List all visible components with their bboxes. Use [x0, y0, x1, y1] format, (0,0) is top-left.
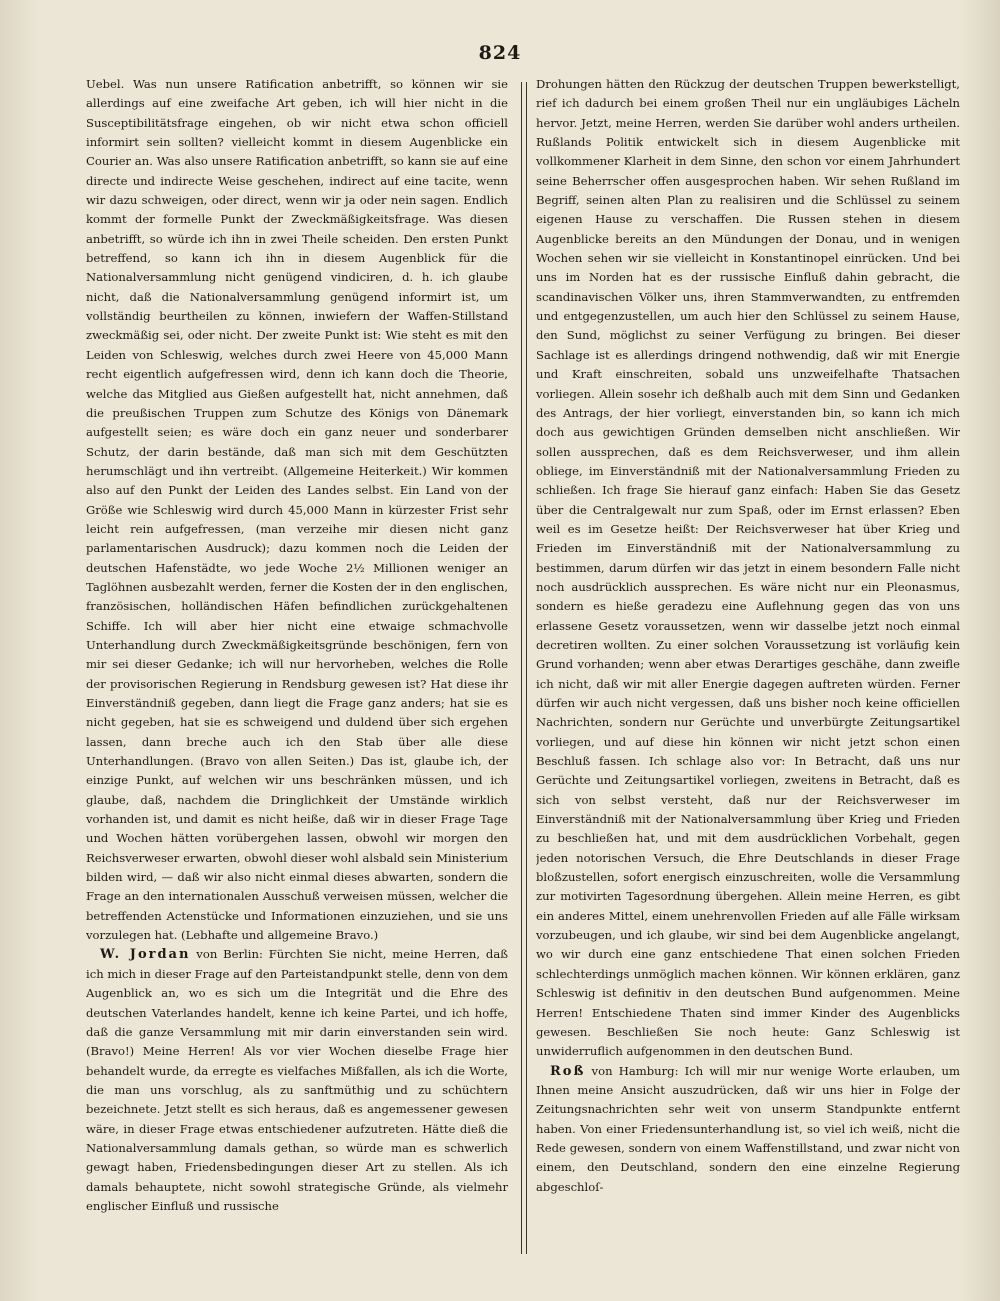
- page-number: 824: [478, 42, 522, 64]
- jordan-speech: von Berlin: Fürchten Sie nicht, meine Herren, daß ich mich in dieser Frage auf den Parteistandpunkt stelle, denn von dem Augenblick an, wo es sich um die Integrität und die Ehre des deutschen Vaterlandes handelt, kenne ich keine Partei, und ich hoffe, daß die ganze Versammlung mit mir darin einverstanden sein wird. (Bravo!) Meine Herren! Als vor vier Wochen dieselbe Frage hier behandelt wurde, da erregte es vielfaches Mißfallen, als ich die Worte, die man uns vorschlug, als zu sanftmüthig und zu schüchtern bezeichnete. Jetzt stellt es sich heraus, daß es angemessener gewesen wäre, in dieser Frage etwas entschiedener aufzutreten. Hätte dieß die Nationalversammlung damals gethan, so würde man es schwerlich gewagt haben, Friedensbedingungen dieser Art zu stellen. Als ich damals behauptete, nicht sowohl strategische Gründe, als vielmehr englischer Einfluß und russische: [86, 947, 508, 1213]
- right-column: [536, 75, 960, 1260]
- ross-speech: von Hamburg: Ich will mir nur wenige Worte erlauben, um Ihnen meine Ansicht auszudrücken, daß wir uns hier in Folge der Zeitungsnachrichten sehr weit von unserm Standpunkte entfernt haben. Von einer Friedensunterhandlung ist, so viel ich weiß, nicht die Rede gewesen, sondern von einem Waffenstillstand, und zwar nicht von einem, den Deutschland, sondern den eine einzelne Regierung abgeschloſ-: [536, 1063, 960, 1194]
- left-column: [86, 75, 508, 1260]
- left-paragraph-1: Uebel. Was nun unsere Ratification anbetrifft, so können wir sie allerdings auf eine zweifache Art geben, ich will hier nicht in die Susceptibilitätsfrage eingehen, ob wir nicht etwa schon officiell informirt sein sollten? vielleicht kommt in diesem Augenblicke ein Courier an. Was also unsere Ratification anbetrifft, so kann sie auf eine directe und indirecte Weise geschehen, indirect auf eine tacite, wenn wir dazu schweigen, oder direct, wenn wir ja oder nein sagen. Endlich kommt der formelle Punkt der Zweckmäßigkeitsfrage. Was diesen anbetrifft, so würde ich ihn in zwei Theile scheiden. Den ersten Punkt betreffend, so kann ich ihn in diesem Augenblick für die Nationalversammlung nicht genügend vindiciren, d. h. ich glaube nicht, daß die Nationalversammlung genügend informirt ist, um vollständig beurtheilen zu können, inwiefern der Waffen-Stillstand zweckmäßig sei, oder nicht. Der zweite Punkt ist: Wie steht es mit den Leiden von Schleswig, welches durch zwei Heere von 45,000 Mann recht eigentlich aufgefressen wird, denn ich kann doch die Theorie, welche das Mitglied aus Gießen aufgestellt hat, nicht annehmen, daß die preußischen Truppen zum Schutze des Königs von Dänemark aufgestellt seien; es wäre doch ein ganz neuer und sonderbarer Schutz, der darin bestände, daß man sich mit dem Geschützten herumschlägt und ihn vertreibt. (Allgemeine Heiterkeit.) Wir kommen also auf den Punkt der Leiden des Landes selbst. Ein Land von der Größe wie Schleswig wird durch 45,000 Mann in kürzester Frist sehr leicht rein aufgefressen, (man verzeihe mir diesen nicht ganz parlamentarischen Ausdruck); dazu kommen noch die Leiden der deutschen Hafenstädte, wo jede Woche 2½ Millionen weniger an Taglöhnen ausbezahlt werden, ferner die Kosten der in den englischen, französischen, holländischen Häfen befindlichen zurückgehaltenen Schiffe. Ich will aber hier nicht eine etwaige schmachvolle Unterhandlung durch Zweckmäßigkeitsgründe beschönigen, fern von mir sei dieser Gedanke; ich will nur hervorheben, welches die Rolle der provisorischen Regierung in Rendsburg gewesen ist? Hat diese ihr Einverständniß gegeben, dann liegt die Frage ganz anders; hat sie es nicht gegeben, hat sie es schweigend und duldend über sich ergehen lassen, dann breche auch ich den Stab über alle diese Unterhandlungen. (Bravo von allen Seiten.) Das ist, glaube ich, der einzige Punkt, auf welchen wir uns beschränken müssen, und ich glaube, daß, nachdem die Dringlichkeit der Umstände wirklich vorhanden ist, und damit es nicht heiße, daß wir in dieser Frage Tage und Wochen hätten vorübergehen lassen, obwohl wir morgen den Reichsverweser erwarten, obwohl dieser wohl alsbald sein Ministerium bilden wird, — daß wir also nicht einmal dieses abwarten, sondern die Frage an den internationalen Ausschuß verweisen müssen, welcher die betreffenden Actenstücke und Informationen einzuziehen, und sie uns vorzulegen hat. (Lebhafte und allgemeine Bravo.): [86, 77, 508, 943]
- right-paragraph-1: Drohungen hätten den Rückzug der deutschen Truppen bewerkstelligt, rief ich dadurch bei einem großen Theil nur ein ungläubiges Lächeln hervor. Jetzt, meine Herren, werden Sie darüber wohl anders urtheilen. Rußlands Politik entwickelt sich in diesem Augenblicke mit vollkommener Klarheit in dem Sinne, den schon vor einem Jahrhundert seine Beherrscher offen ausgesprochen haben. Wir sehen Rußland im Begriff, seinen alten Plan zu realisiren und die Schlüssel zu seinem eigenen Hause zu verschaffen. Die Russen stehen in diesem Augenblicke bereits an den Mündungen der Donau, und in wenigen Wochen sehen wir sie vielleicht in Konstantinopel einrücken. Und bei uns im Norden hat es der russische Einfluß dahin gebracht, die scandinavischen Völker uns, ihren Stammverwandten, zu entfremden und entgegenzustellen, um auch hier den Schlüssel zu seinem Hause, den Sund, möglichst zu seiner Verfügung zu bringen. Bei dieser Sachlage ist es allerdings dringend nothwendig, daß wir mit Energie und Kraft einschreiten, sobald uns unzweifelhafte Thatsachen vorliegen. Allein sosehr ich deßhalb auch mit dem Sinn und Gedanken des Antrags, der hier vorliegt, einverstanden bin, so kann ich mich doch aus gewichtigen Gründen demselben nicht anschließen. Wir sollen aussprechen, daß es dem Reichsverweser, und ihm allein obliege, im Einverständniß mit der Nationalversammlung Frieden zu schließen. Ich frage Sie hierauf ganz einfach: Haben Sie das Gesetz über die Centralgewalt nur zum Spaß, oder im Ernst erlassen? Eben weil es im Gesetze heißt: Der Reichsverweser hat über Krieg und Frieden im Einverständniß mit der Nationalversammlung zu bestimmen, darum dürfen wir das jetzt in einem besondern Falle nicht noch ausdrücklich aussprechen. Es wäre nicht nur ein Pleonasmus, sondern es hieße geradezu eine Auflehnung gegen das von uns erlassene Gesetz voraussetzen, wenn wir dasselbe jetzt noch einmal decretiren wollten. Zu einer solchen Voraussetzung ist vorläufig kein Grund vorhanden; wenn aber etwas Derartiges geschähe, dann zweifle ich nicht, daß wir mit aller Energie dagegen auftreten würden. Ferner dürfen wir auch nicht vergessen, daß uns bisher noch keine officiellen Nachrichten, sondern nur Gerüchte und unverbürgte Zeitungsartikel vorliegen, und auf diese hin können wir nicht jetzt schon einen Beschluß fassen. Ich schlage also vor: In Betracht, daß uns nur Gerüchte und Zeitungsartikel vorliegen, zweitens in Betracht, daß es sich von selbst versteht, daß nur der Reichsverweser im Einverständniß mit der Nationalversammlung über Krieg und Frieden zu beschließen hat, und mit dem ausdrücklichen Vorbehalt, gegen jeden notorischen Versuch, die Ehre Deutschlands in dieser Frage bloßzustellen, sofort energisch einzuschreiten, wolle die Versammlung zur motivirten Tagesordnung übergehen. Allein meine Herren, es gibt ein anderes Mittel, einem unehrenvollen Frieden auf alle Fälle wirksam vorzubeugen, und ich glaube, wir sind bei dem Augenblicke angelangt, wo wir durch eine ganz entschiedene That einen solchen Frieden schlechterdings unmöglich machen können. Wir können erklären, ganz Schleswig ist definitiv in den deutschen Bund aufgenommen. Meine Herren! Entschiedene Thaten sind immer Kinder des Augenblicks gewesen. Beschließen Sie noch heute: Ganz Schleswig ist unwiderruflich aufgenommen in den deutschen Bund.: [536, 77, 960, 1059]
- speaker-name-jordan: W. Jordan: [100, 947, 191, 963]
- column-divider: [521, 82, 527, 1254]
- speaker-name-ross: Roß: [550, 1063, 586, 1079]
- right-paragraph-2: [536, 1062, 960, 1197]
- left-paragraph-2: [86, 945, 508, 1216]
